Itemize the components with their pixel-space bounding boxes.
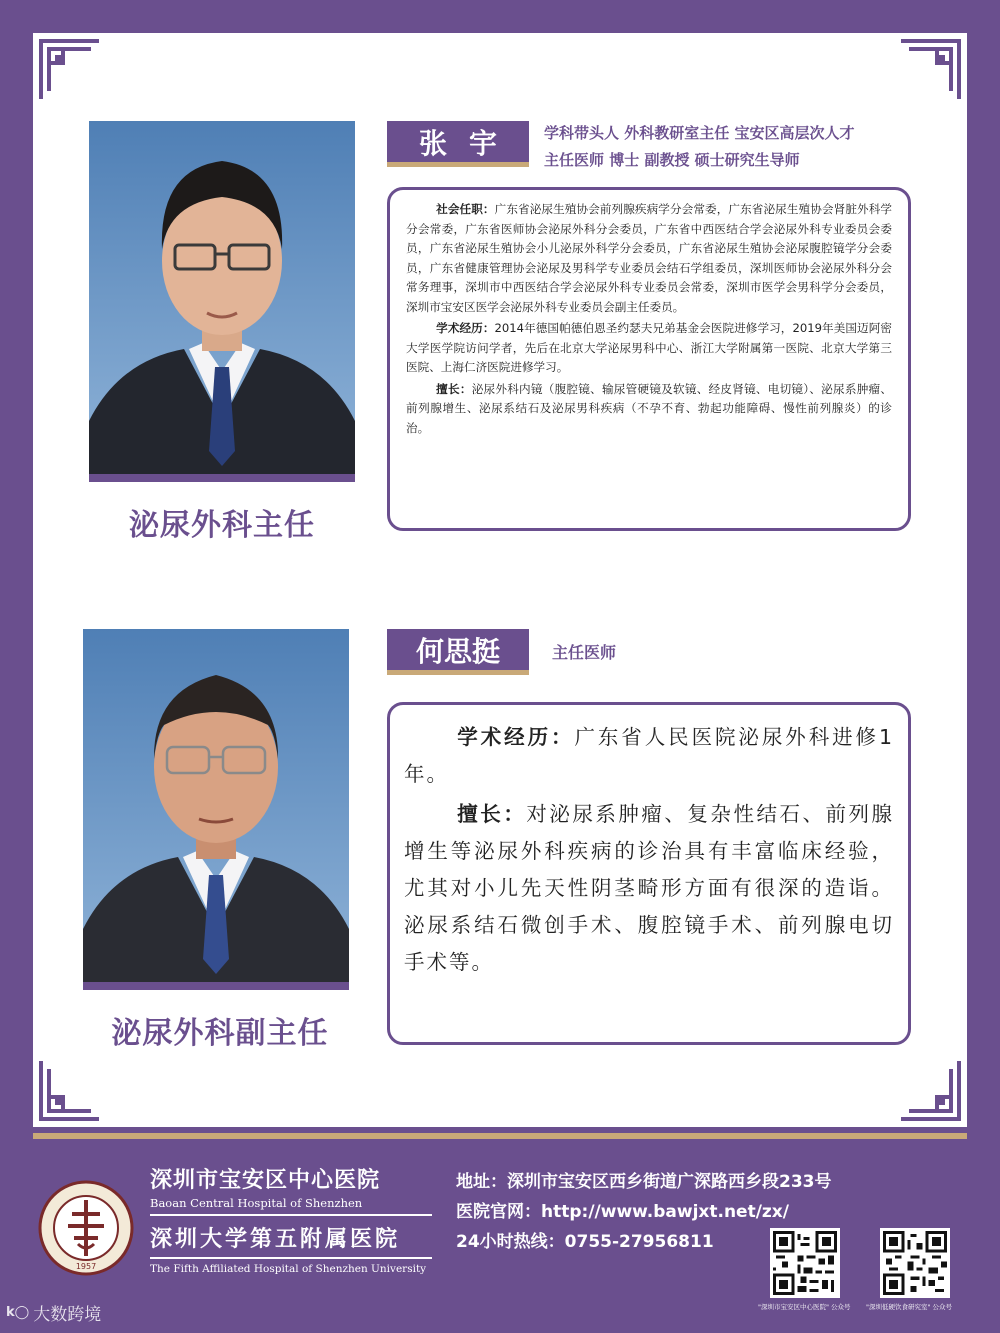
social-section: 社会任职：广东省泌尿生殖协会前列腺疾病学分会常委，广东省泌尿生殖协会肾脏外科学分会常委，广东省医师协会泌尿外科分会委员，广东省中西医结合学会泌尿外科专业委员会委员，广东省泌尿生殖协会小儿泌尿外科学分会委员，广东省泌尿生殖协会泌尿腹腔镜学分会委员，广东省健康管理协会泌尿及男科学专业委员会结石学组委员，深圳医师协会泌尿外科分会常务理事，深圳市中西医结合学会泌尿外科专业委员会常委，深圳市医学会男科学分会委员，深圳市宝安区医学会泌尿外科专业委员会副主任委员。 bbox=[406, 202, 892, 314]
watermark-text: 大数跨境 bbox=[33, 1305, 102, 1325]
corner-ornament bbox=[899, 1059, 961, 1121]
section-text: 广东省人民医院泌尿外科进修1年。 bbox=[404, 725, 895, 786]
hospital-names bbox=[150, 1163, 432, 1275]
section-label: 学术经历 bbox=[457, 725, 551, 749]
doctor1-roles bbox=[544, 120, 854, 174]
qr-code[interactable] bbox=[880, 1228, 950, 1298]
watermark bbox=[6, 1300, 101, 1325]
specialty-section: 擅长：对泌尿系肿瘤、复杂性结石、前列腺增生等泌尿外科疾病的诊治具有丰富临床经验，尤其对小儿先天性阴茎畸形方面有很深的造诣。泌尿系结石微创手术、腹腔镜手术、前列腺电切手术等。 bbox=[404, 802, 895, 974]
section-label: 擅长 bbox=[457, 802, 504, 826]
footer-divider bbox=[33, 1133, 967, 1139]
section-label: 社会任职 bbox=[436, 202, 483, 216]
hospital-divider bbox=[150, 1214, 432, 1216]
doctor2-position: 泌尿外科副主任 bbox=[111, 1016, 329, 1051]
academic-section: 学术经历：广东省人民医院泌尿外科进修1年。 bbox=[404, 725, 895, 786]
doctor1-name: 张宇 bbox=[387, 121, 529, 167]
hospital-divider bbox=[150, 1257, 432, 1259]
doctor2-role: 主任医师 bbox=[552, 643, 617, 662]
doctor2-portrait bbox=[83, 629, 349, 990]
hotline: 24小时热线：0755-27956811 bbox=[456, 1232, 714, 1252]
watermark-icon: k◯ bbox=[6, 1305, 30, 1320]
doctor2-bio-box bbox=[387, 702, 911, 1045]
affiliated-name-cn: 深圳大学第五附属医院 bbox=[150, 1226, 401, 1252]
website-link[interactable]: 医院官网：http://www.bawjxt.net/zx/ bbox=[456, 1202, 789, 1222]
section-label: 学术经历 bbox=[436, 321, 483, 335]
qr-caption: "深圳低硬饮食研究室" 公众号 bbox=[866, 1303, 953, 1311]
section-text: 2014年德国帕德伯恩圣约瑟夫兄弟基金会医院进修学习，2019年美国迈阿密大学医学院访问学者，先后在北京大学泌尿男科中心、浙江大学附属第一医院、北京大学第三医院、上海仁济医院进修学习。 bbox=[406, 321, 892, 374]
address: 地址：深圳市宝安区西乡街道广深路西乡段233号 bbox=[456, 1172, 832, 1192]
doctor1-bio-box bbox=[387, 187, 911, 531]
hospital-logo bbox=[38, 1180, 134, 1276]
corner-ornament bbox=[899, 39, 961, 101]
qr-code[interactable] bbox=[770, 1228, 840, 1298]
hospital-name-cn: 深圳市宝安区中心医院 bbox=[150, 1167, 381, 1193]
section-text: 广东省泌尿生殖协会前列腺疾病学分会常委，广东省泌尿生殖协会肾脏外科学分会常委，广东省医师协会泌尿外科分会委员，广东省中西医结合学会泌尿外科专业委员会委员，广东省泌尿生殖协会小儿泌尿外科学分会委员，广东省泌尿生殖协会泌尿腹腔镜学分会委员，广东省健康管理协会泌尿及男科学专业委员会结石学组委员，深圳医师协会泌尿外科分会常务理事，深圳市中西医结合学会泌尿外科专业委员会常委，深圳市医学会男科学分会委员，深圳市宝安区医学会泌尿外科专业委员会副主任委员。 bbox=[406, 202, 892, 314]
specialty-section: 擅长：泌尿外科内镜（腹腔镜、输尿管硬镜及软镜、经皮肾镜、电切镜）、泌尿系肿瘤、前列腺增生、泌尿系结石及泌尿男科疾病（不孕不育、勃起功能障碍、慢性前列腺炎）的诊治。 bbox=[406, 381, 892, 435]
section-text: 对泌尿系肿瘤、复杂性结石、前列腺增生等泌尿外科疾病的诊治具有丰富临床经验，尤其对小儿先天性阴茎畸形方面有很深的造诣。泌尿系结石微创手术、腹腔镜手术、前列腺电切手术等。 bbox=[404, 802, 895, 974]
doctor1-portrait bbox=[89, 121, 355, 482]
section-text: 泌尿外科内镜（腹腔镜、输尿管硬镜及软镜、经皮肾镜、电切镜）、泌尿系肿瘤、前列腺增生、泌尿系结石及泌尿男科疾病（不孕不育、勃起功能障碍、慢性前列腺炎）的诊治。 bbox=[406, 381, 892, 435]
role-line: 主任医师 博士 副教授 硕士研究生导师 bbox=[544, 151, 800, 169]
section-label: 擅长 bbox=[436, 381, 460, 396]
corner-ornament bbox=[39, 1059, 101, 1121]
doctor1-position: 泌尿外科主任 bbox=[129, 508, 315, 543]
logo-year: 1957 bbox=[75, 1262, 97, 1271]
corner-ornament bbox=[39, 39, 101, 101]
doctor2-name: 何思挺 bbox=[387, 629, 529, 675]
affiliated-name-en: The Fifth Affiliated Hospital of Shenzhen University bbox=[150, 1263, 427, 1275]
qr-caption: "深圳市宝安区中心医院" 公众号 bbox=[758, 1303, 851, 1311]
role-line: 学科带头人 外科教研室主任 宝安区高层次人才 bbox=[544, 124, 855, 142]
hospital-name-en: Baoan Central Hospital of Shenzhen bbox=[150, 1196, 363, 1210]
academic-section: 学术经历：2014年德国帕德伯恩圣约瑟夫兄弟基金会医院进修学习，2019年美国迈阿密大学医学院访问学者，先后在北京大学泌尿男科中心、浙江大学附属第一医院、北京大学第三医院、上海仁济医院进修学习。 bbox=[406, 321, 892, 374]
